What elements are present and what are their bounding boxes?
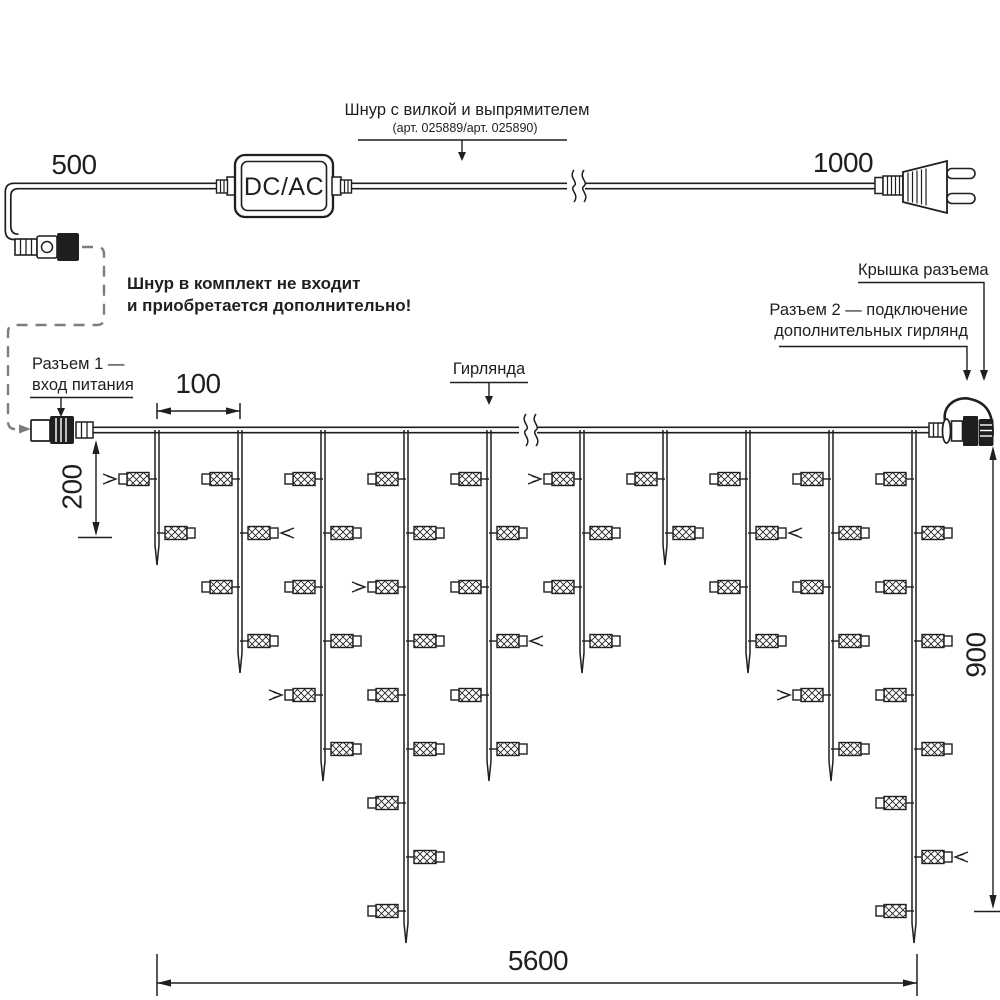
dim-5600-label: 5600	[507, 945, 569, 976]
led-bulb	[368, 689, 406, 702]
dashed-line	[8, 247, 104, 429]
led-bulb	[793, 473, 831, 486]
led-bulb	[914, 635, 952, 648]
led-bulb	[489, 635, 543, 648]
connector2	[929, 398, 994, 446]
led-bulb	[528, 473, 582, 486]
led-bulb	[582, 527, 620, 540]
garland-label: Гирлянда	[452, 360, 526, 378]
cord-subtitle: (арт. 025889/арт. 025890)	[392, 121, 538, 135]
arrow-down-icon	[989, 895, 996, 909]
led-bulb	[914, 851, 968, 864]
led-bulb	[406, 851, 444, 864]
arrow-down-icon	[485, 396, 493, 405]
cord-title-callout	[345, 101, 590, 161]
flash-arrow-icon	[955, 852, 968, 862]
wire-break-icon	[534, 414, 538, 446]
flash-arrow-icon	[103, 474, 116, 484]
arrow-right-icon	[903, 979, 917, 986]
cord-wire-right	[352, 170, 876, 202]
led-bulb	[451, 473, 489, 486]
led-bulb	[157, 527, 195, 540]
dim-500-label: 500	[51, 149, 97, 180]
led-bulb	[876, 905, 914, 918]
cord-wire-left-inner	[11, 189, 219, 235]
led-bulb	[269, 689, 323, 702]
flash-arrow-icon	[777, 690, 790, 700]
garland-drop	[352, 430, 444, 943]
led-bulb	[323, 635, 361, 648]
garland-drop	[269, 430, 361, 781]
led-bulb	[831, 743, 869, 756]
led-bulb	[627, 473, 665, 486]
led-bulb	[831, 527, 869, 540]
led-bulb	[544, 581, 582, 594]
led-bulb	[876, 473, 914, 486]
led-bulb	[323, 743, 361, 756]
led-bulb	[451, 581, 489, 594]
led-bulb	[876, 797, 914, 810]
led-bulb	[665, 527, 703, 540]
led-bulb	[793, 581, 831, 594]
dim-200-label: 200	[56, 464, 88, 510]
led-bulb	[876, 581, 914, 594]
dim-900	[961, 446, 1000, 912]
dc-ac-converter	[217, 155, 352, 217]
garland-drop	[627, 430, 703, 565]
connector2-label-line2: дополнительных гирлянд	[774, 322, 968, 340]
garland-drops	[103, 430, 968, 943]
led-bulb	[489, 743, 527, 756]
flash-arrow-icon	[528, 474, 541, 484]
connector1-callout	[30, 355, 134, 417]
wire-break-icon	[524, 414, 528, 446]
flash-arrow-icon	[789, 528, 802, 538]
cord-end-connector	[15, 233, 79, 261]
cord-break-icon	[572, 170, 576, 202]
led-bulb	[582, 635, 620, 648]
note-line2: и приобретается дополнительно!	[127, 296, 412, 315]
led-bulb	[368, 797, 406, 810]
dim-100	[157, 368, 240, 419]
connector1-label-line2: вход питания	[32, 376, 134, 394]
garland	[31, 398, 994, 943]
led-bulb	[710, 581, 748, 594]
cord-wire-left	[5, 183, 219, 239]
dim-100-label: 100	[175, 368, 221, 399]
connector2-cap	[979, 419, 994, 446]
garland-drop	[202, 430, 294, 673]
led-bulb	[710, 473, 748, 486]
led-bulb	[914, 743, 952, 756]
power-cord	[5, 101, 975, 261]
connector1	[31, 416, 93, 444]
led-bulb	[876, 689, 914, 702]
dim-200	[57, 440, 113, 538]
led-bulb	[914, 527, 952, 540]
arrow-down-icon	[57, 408, 65, 417]
led-bulb	[368, 905, 406, 918]
led-bulb	[323, 527, 361, 540]
garland-drop	[103, 430, 195, 565]
arrow-up-icon	[989, 446, 996, 460]
arrow-left-icon	[157, 979, 171, 986]
arrow-right-icon	[226, 407, 240, 414]
led-bulb	[202, 581, 240, 594]
led-bulb	[451, 689, 489, 702]
arrow-down-icon	[458, 152, 466, 161]
arrow-down-icon	[980, 370, 988, 381]
cap-label: Крышка разъема	[858, 261, 989, 279]
flash-arrow-icon	[530, 636, 543, 646]
arrow-up-icon	[92, 440, 99, 454]
led-bulb	[368, 473, 406, 486]
arrow-left-icon	[157, 407, 171, 414]
garland-drop	[777, 430, 869, 781]
led-bulb	[202, 473, 240, 486]
garland-callout	[450, 360, 528, 405]
led-bulb	[406, 635, 444, 648]
dim-900-label: 900	[960, 632, 992, 678]
led-bulb	[489, 527, 527, 540]
flash-arrow-icon	[269, 690, 282, 700]
dim-1000-label: 1000	[812, 147, 874, 178]
not-included-path	[8, 247, 104, 434]
led-bulb	[285, 581, 323, 594]
garland-drop	[710, 430, 802, 673]
led-bulb	[777, 689, 831, 702]
garland-drop	[876, 430, 968, 943]
converter-right-tab	[332, 177, 341, 195]
mains-plug-icon	[875, 161, 975, 213]
led-bulb	[748, 635, 786, 648]
arrow-down-icon	[963, 370, 971, 381]
led-bulb	[240, 635, 278, 648]
connector1-label-line1: Разъем 1 —	[32, 355, 125, 373]
led-bulb	[352, 581, 406, 594]
converter-label: DC/AC	[243, 173, 325, 201]
flash-arrow-icon	[352, 582, 365, 592]
led-bulb	[240, 527, 294, 540]
garland-drop	[451, 430, 543, 781]
led-bulb	[285, 473, 323, 486]
arrow-right-icon	[19, 425, 31, 434]
led-bulb	[748, 527, 802, 540]
connector2-callout	[769, 301, 971, 381]
dim-5600	[157, 945, 917, 996]
note-line1: Шнур в комплект не входит	[127, 274, 361, 293]
connector2-label-line1: Разъем 2 — подключение	[769, 301, 968, 319]
led-bulb	[406, 527, 444, 540]
cord-break-icon	[582, 170, 586, 202]
led-bulb	[831, 635, 869, 648]
led-bulb	[406, 743, 444, 756]
led-bulb	[103, 473, 157, 486]
cap-callout	[858, 261, 989, 381]
flash-arrow-icon	[281, 528, 294, 538]
cord-title: Шнур с вилкой и выпрямителем	[344, 101, 590, 119]
arrow-down-icon	[92, 522, 99, 536]
